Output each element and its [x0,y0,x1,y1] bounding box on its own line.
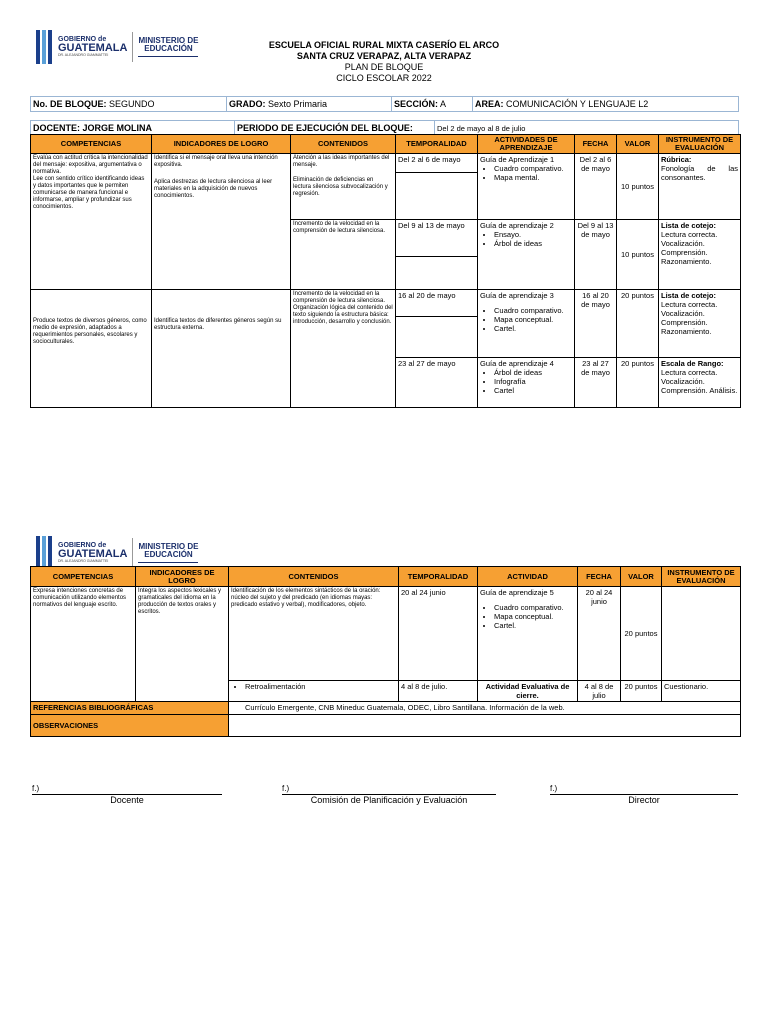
instrumento-cell: Lista de cotejo: Lectura correcta. Vocalización. Comprensión. Razonamiento. [659,290,741,358]
contenido-cell: • Retroalimentación [229,681,399,702]
flag-icon [36,536,52,570]
plan-table-1 [30,134,741,408]
ministerio-logo: MINISTERIO DE EDUCACIÓN [138,37,198,58]
signature-director [550,784,738,806]
referencias-value: Currículo Emergente, CNB Mineduc Guatemala, ODEC, Libro Santillana. Información de la web. [229,702,741,715]
grado-cell: GRADO: Sexto Primaria [227,97,392,112]
col-fecha: FECHA [578,567,621,587]
fecha-cell: 4 al 8 de julio [578,681,621,702]
meta-row-1 [30,96,739,112]
col-indicadores: INDICADORES DE LOGRO [152,135,291,154]
gobierno-logo [36,30,198,64]
valor-cell: 10 puntos [617,220,659,290]
area-cell: AREA: COMUNICACIÓN Y LENGUAJE L2 [473,97,739,112]
bloque-cell: No. DE BLOQUE: SEGUNDO [31,97,227,112]
contenido-cell: Atención a las ideas importantes del mensaje. Eliminación de deficiencias en lectura silenciosa subvocalización y regresión. [291,154,396,220]
table-row [31,154,741,220]
contenido-cell: Identificación de los elementos sintácticos de la oración: núcleo del sujeto y del predicado (en idiomas mayas: predicado estativo y verbal), modificadores, objeto. [229,587,399,681]
valor-cell: 10 puntos [617,154,659,220]
observaciones-label: OBSERVACIONES [31,715,229,737]
col-competencias: COMPETENCIAS [31,567,136,587]
signature-label: Comisión de Planificación y Evaluación [310,795,468,805]
indicador-cell: Identifica textos de diferentes géneros según su estructura externa. [152,290,291,408]
temporalidad-cell: 23 al 27 de mayo [396,358,478,408]
fecha-cell: 16 al 20 de mayo [575,290,617,358]
signature-label: Director [628,795,660,805]
col-temporalidad: TEMPORALIDAD [399,567,478,587]
col-contenidos: CONTENIDOS [229,567,399,587]
actividad-cell: Guía de aprendizaje 2 • Ensayo. • Árbol de ideas [478,220,575,290]
signature-line: f.) [282,784,496,795]
instrumento-cell: Lista de cotejo: Lectura correcta. Vocalización. Comprensión. Razonamiento. [659,220,741,290]
col-valor: VALOR [621,567,662,587]
col-instrumento: INSTRUMENTO DE EVALUACIÓN [662,567,741,587]
docente-cell: DOCENTE: JORGE MOLINA [31,121,235,136]
fecha-cell: 23 al 27 de mayo [575,358,617,408]
table-row [31,587,741,681]
school-location: SANTA CRUZ VERAPAZ, ALTA VERAPAZ [296,51,472,61]
periodo-value: Del 2 de mayo al 8 de julio [435,121,739,136]
valor-cell: 20 puntos [621,587,662,681]
temporalidad-cell: Del 9 al 13 de mayo [396,220,478,290]
temporalidad-cell: Del 2 al 6 de mayo [396,154,478,220]
fecha-cell: Del 9 al 13 de mayo [575,220,617,290]
actividad-cell: Guía de aprendizaje 4 • Árbol de ideas • Infografía • Cartel [478,358,575,408]
seccion-cell: SECCIÓN: A [392,97,473,112]
instrumento-cell: Rúbrica: Fonología de las consonantes. [659,154,741,220]
actividad-cell: Guía de aprendizaje 3 • Cuadro comparativo. • Mapa conceptual. • Cartel. [478,290,575,358]
gobierno-logo-2: GOBIERNO de GUATEMALA DR. ALEJANDRO GIAMMATTEI MINISTERIO DE EDUCACIÓN [36,536,198,570]
signature-line: f.) [32,784,222,795]
indicador-cell: Identifica si el mensaje oral lleva una intención expositiva. Aplica destrezas de lectura silenciosa al leer materiales en la adquisición de nuevos conocimientos. [152,154,291,290]
col-instrumento: INSTRUMENTO DE EVALUACIÓN [659,135,741,154]
valor-cell: 20 puntos [617,290,659,358]
table-row [31,290,741,358]
col-actividades: ACTIVIDADES DE APRENDIZAJE [478,135,575,154]
valor-cell: 20 puntos [617,358,659,408]
logo-sub-text: DR. ALEJANDRO GIAMMATTEI [58,53,109,58]
col-competencias: COMPETENCIAS [31,135,152,154]
observaciones-value [229,715,741,737]
signature-docente [32,784,222,806]
col-actividad: ACTIVIDAD [478,567,578,587]
fecha-cell: 20 al 24 junio [578,587,621,681]
competencia-cell: Produce textos de diversos géneros, como medio de expresión, adaptados a requerimientos personales, escolares y socioculturales. [31,290,152,408]
signature-label: Docente [110,795,144,805]
instrumento-cell: Escala de Rango: Lectura correcta. Vocalización. Comprensión. Análisis. [659,358,741,408]
instrumento-cell: Cuestionario. [662,681,741,702]
competencia-cell: Evalúa con actitud crítica la intencionalidad del mensaje: expositiva, argumentativa o normativa. Lee con sentido crítico identificando ideas y datos importantes que le permiten comunicarse de manera funcional e informarse, ampliar y profundizar sus conocimientos. [31,154,152,290]
periodo-label: PERIODO DE EJECUCIÓN DEL BLOQUE: [235,121,435,136]
school-name: ESCUELA OFICIAL RURAL MIXTA CASERÍO EL ARCO [268,40,500,50]
temporalidad-cell: 4 al 8 de julio. [399,681,478,702]
col-contenidos: CONTENIDOS [291,135,396,154]
actividad-cell: Guía de Aprendizaje 1 • Cuadro comparativo. • Mapa mental. [478,154,575,220]
indicador-cell: Integra los aspectos lexicales y gramaticales del idioma en la producción de textos orales y escritos. [136,587,229,702]
actividad-cell: Guía de aprendizaje 5 • Cuadro comparativo. • Mapa conceptual. • Cartel. [478,587,578,681]
table-row [31,702,741,715]
fecha-cell: Del 2 al 6 de mayo [575,154,617,220]
school-year: CICLO ESCOLAR 2022 [336,73,432,83]
actividad-cell: Actividad Evaluativa de cierre. [478,681,578,702]
plan-title: PLAN DE BLOQUE [344,62,424,72]
col-indicadores: INDICADORES DE LOGRO [136,567,229,587]
referencias-label: REFERENCIAS BIBLIOGRÁFICAS [31,702,229,715]
signature-comision [282,784,496,806]
logo-guatemala-text: GUATEMALA [58,42,128,55]
signature-line: f.) [550,784,738,795]
contenido-cell: Incremento de la velocidad en la comprensión de lectura silenciosa. [291,220,396,290]
table-row [31,715,741,737]
flag-icon [36,30,52,64]
temporalidad-cell: 16 al 20 de mayo [396,290,478,358]
competencia-cell: Expresa intenciones concretas de comunicación utilizando elementos normativos del lenguaje escrito. [31,587,136,702]
col-fecha: FECHA [575,135,617,154]
logo-gobierno-text: GOBIERNO de [58,36,107,44]
document-header [200,40,568,84]
plan-table-2 [30,566,741,737]
col-temporalidad: TEMPORALIDAD [396,135,478,154]
contenido-cell: Incremento de la velocidad en la comprensión de lectura silenciosa. Organización lógica del contenido del texto siguiendo la estructura básica: introducción, desarrollo y conclusión. [291,290,396,408]
valor-cell: 20 puntos [621,681,662,702]
temporalidad-cell: 20 al 24 junio [399,587,478,681]
col-valor: VALOR [617,135,659,154]
instrumento-cell [662,587,741,681]
